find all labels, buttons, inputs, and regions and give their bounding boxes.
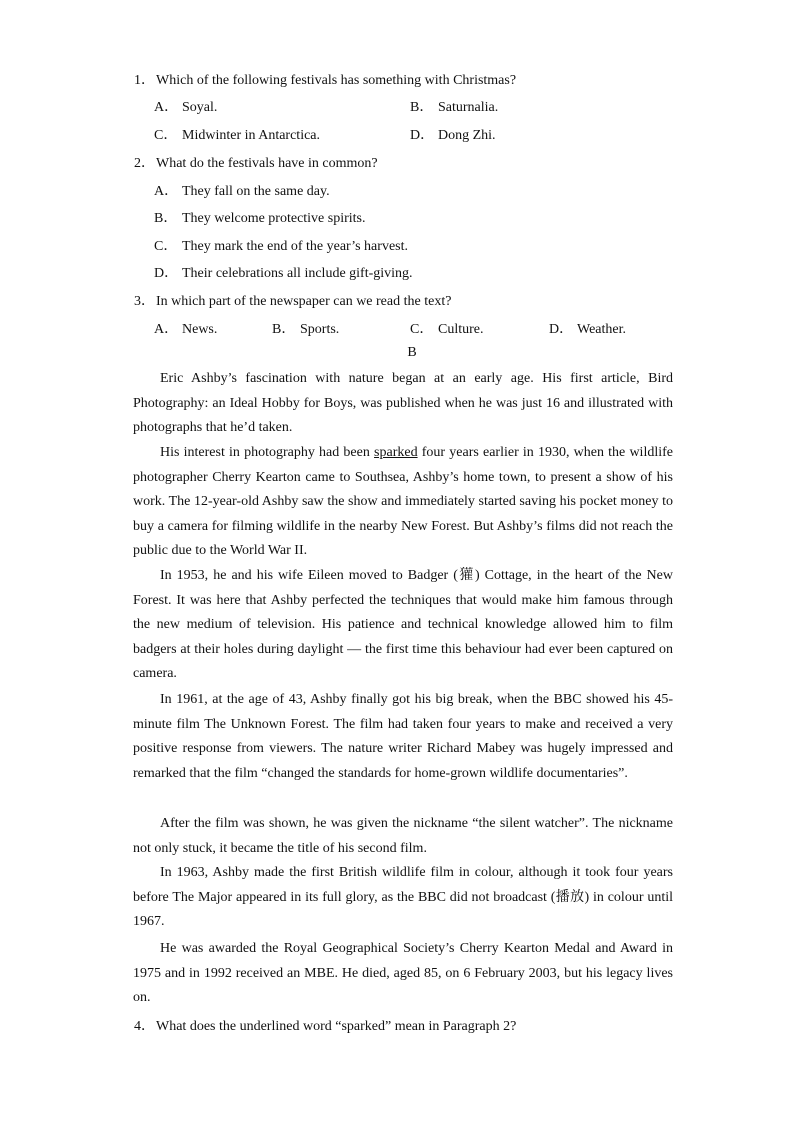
question-3 xyxy=(134,290,451,310)
option-letter: C． xyxy=(154,239,178,254)
option-2b xyxy=(154,207,366,227)
option-letter: C． xyxy=(154,128,178,143)
option-text: Their celebrations all include gift-giving. xyxy=(182,266,413,281)
option-3d xyxy=(549,318,626,338)
question-text: Which of the following festivals has something with Christmas? xyxy=(156,73,517,88)
option-letter: A． xyxy=(154,100,179,115)
option-text: Saturnalia. xyxy=(438,100,499,115)
option-2a xyxy=(154,180,330,200)
question-number: 1． xyxy=(134,73,155,88)
question-1 xyxy=(134,69,516,89)
option-1d xyxy=(410,124,496,144)
option-1b xyxy=(410,96,498,116)
option-text: They mark the end of the year’s harvest. xyxy=(182,239,408,254)
option-letter: B． xyxy=(410,100,434,115)
question-4 xyxy=(134,1015,516,1035)
question-number: 3． xyxy=(134,294,155,309)
option-2c xyxy=(154,235,408,255)
passage-paragraph-6: In 1963, Ashby made the first British wildlife film in colour, although it took four years before The Major appeared in its full glory, as the BBC did not broadcast (播放) in colour until 1967. xyxy=(133,865,673,930)
option-3c xyxy=(410,318,484,338)
option-text: News. xyxy=(182,322,218,337)
paragraph-text: His interest in photography had been xyxy=(160,445,375,460)
question-number: 4． xyxy=(134,1019,155,1034)
option-letter: C． xyxy=(410,322,434,337)
question-text: In which part of the newspaper can we read the text? xyxy=(156,294,452,309)
paragraph-text: four years earlier in 1930, when the wildlife photographer Cherry Kearton came to Southsea, Ashby’s home town, to present a show of his work. The 12-year-old Ashby saw the show and immediately started saving his pocket money to buy a camera for filming wildlife in the nearby New Forest. But Ashby’s films did not reach the public due to the World War II. xyxy=(133,445,673,559)
passage-paragraph-4: In 1961, at the age of 43, Ashby finally got his big break, when the BBC showed his 45-minute film The Unknown Forest. The film had taken four years to make and received a very positive response from viewers. The nature writer Richard Mabey was hugely impressed and remarked that the film “changed the standards for home-grown wildlife documentaries”. xyxy=(133,692,673,781)
option-1a xyxy=(154,96,217,116)
section-label: B xyxy=(407,345,417,360)
question-text: What does the underlined word “sparked” mean in Paragraph 2? xyxy=(156,1019,517,1034)
option-1c xyxy=(154,124,320,144)
option-text: Weather. xyxy=(577,322,627,337)
option-text: They welcome protective spirits. xyxy=(182,211,366,226)
passage-paragraph-3: In 1953, he and his wife Eileen moved to Badger (獾) Cottage, in the heart of the New Forest. It was here that Ashby perfected the techniques that would make him famous through the new medium of television. His patience and technical knowledge allowed him to film badgers at their holes during daylight — the first time this behaviour had ever been captured on camera. xyxy=(133,568,673,682)
option-3a xyxy=(154,318,217,338)
passage-paragraph-7: He was awarded the Royal Geographical Society’s Cherry Kearton Medal and Award in 1975 and in 1992 received an MBE. He died, aged 85, on 6 February 2003, but his legacy lives on. xyxy=(133,941,673,1006)
option-text: They fall on the same day. xyxy=(182,184,330,199)
option-2d xyxy=(154,262,413,282)
option-letter: A． xyxy=(154,184,179,199)
option-letter: D． xyxy=(549,322,574,337)
option-text: Midwinter in Antarctica. xyxy=(182,128,321,143)
option-text: Dong Zhi. xyxy=(438,128,496,143)
option-letter: B． xyxy=(272,322,296,337)
question-2 xyxy=(134,152,378,172)
underlined-word: sparked xyxy=(374,445,418,460)
option-letter: B． xyxy=(154,211,178,226)
option-text: Culture. xyxy=(438,322,484,337)
option-letter: D． xyxy=(154,266,179,281)
option-letter: A． xyxy=(154,322,179,337)
passage-paragraph-1: Eric Ashby’s fascination with nature began at an early age. His first article, Bird Photography: an Ideal Hobby for Boys, was published when he was just 16 and illustrated with photographs that he’d taken. xyxy=(133,371,673,436)
option-letter: D． xyxy=(410,128,435,143)
option-3b xyxy=(272,318,339,338)
passage-paragraph-2 xyxy=(133,441,673,564)
question-text: What do the festivals have in common? xyxy=(156,156,378,171)
passage-paragraph-5: After the film was shown, he was given the nickname “the silent watcher”. The nickname not only stuck, it became the title of his second film. xyxy=(133,816,673,856)
option-text: Sports. xyxy=(300,322,340,337)
option-text: Soyal. xyxy=(182,100,218,115)
question-number: 2． xyxy=(134,156,155,171)
